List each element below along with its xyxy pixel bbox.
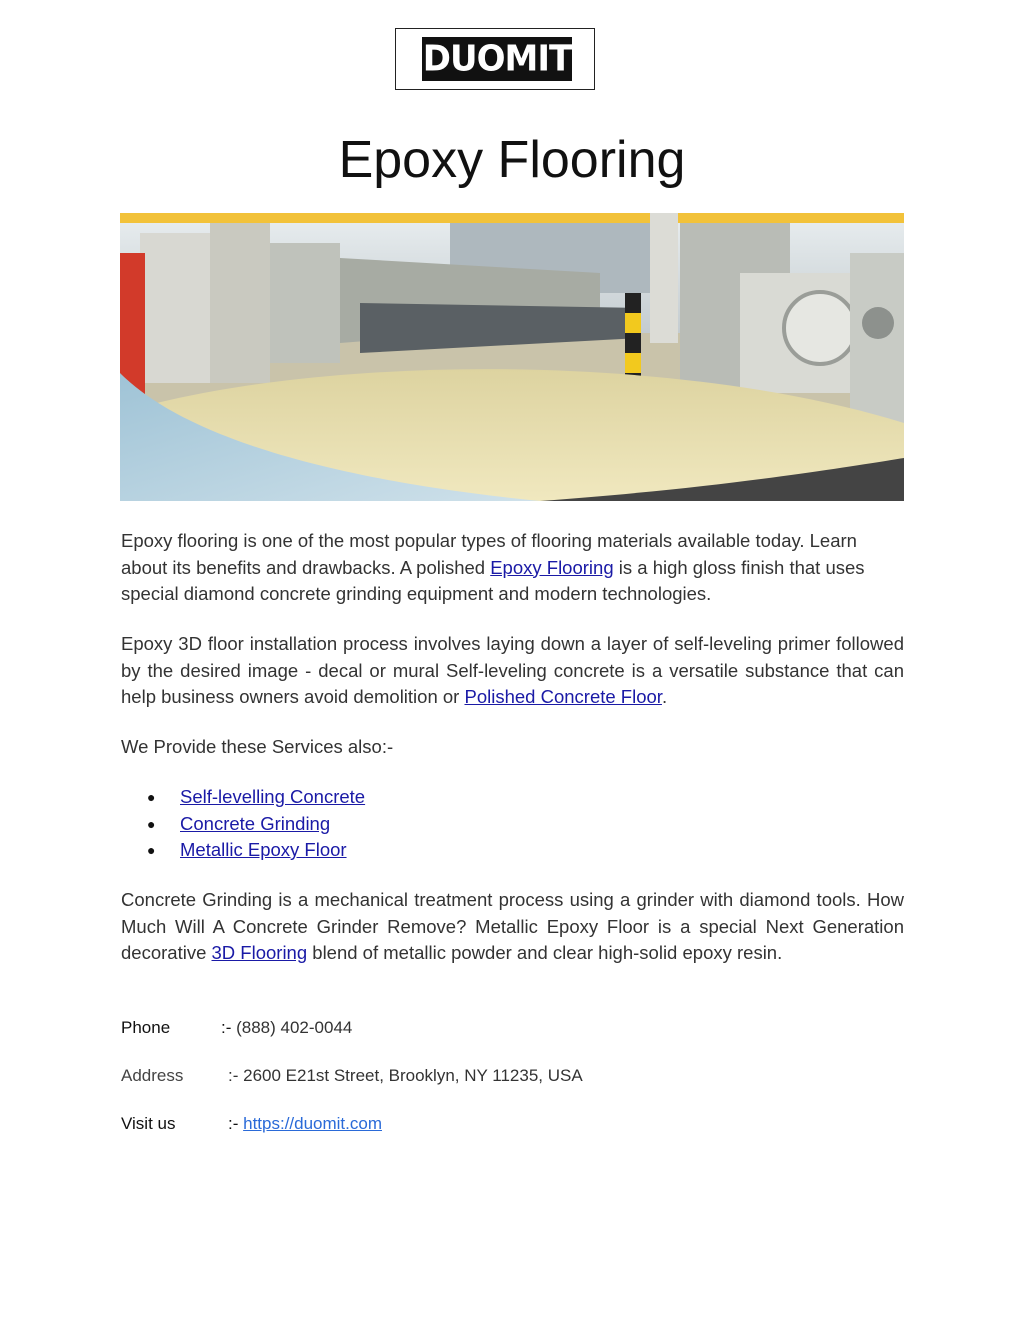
factory-floor-illustration [120,213,904,501]
list-item [121,811,365,838]
page-title: Epoxy Flooring [338,131,686,189]
concrete-grinding-link[interactable]: Concrete Grinding [180,812,331,834]
contact-phone [121,1016,352,1040]
self-levelling-concrete-link[interactable]: Self-levelling Concrete [180,786,366,807]
list-item [121,784,365,811]
polished-concrete-floor-link[interactable]: Polished Concrete Floor [464,686,662,707]
phone-separator: :- [221,1018,237,1037]
grinding-paragraph [121,887,904,967]
installation-text-before: Epoxy 3D floor installation process involves laying down a layer of self-leveling primer followed by the desired image - decal or mural Self-leveling concrete is a versatile substance that can help business owners avoid demolition or [121,633,904,707]
grinding-text-after: blend of metallic powder and clear high-solid epoxy resin. [307,942,783,963]
contact-address [121,1064,583,1088]
list-item [121,837,365,864]
epoxy-floor-photo [120,213,904,501]
contact-website [121,1112,382,1136]
grinding-text-before: Concrete Grinding is a mechanical treatment process using a grinder with diamond tools. How Much Will A Concrete Grinder Remove? Metallic Epoxy Floor is a special Next Generation decorative [121,889,904,963]
phone-value: (888) 402-0044 [236,1018,353,1037]
logo-text: DUOMIT [422,38,572,80]
intro-text-before: Epoxy flooring is one of the most popular types of flooring materials available today. Learn about its benefits and drawbacks. A polished [121,530,857,578]
3d-flooring-link[interactable]: 3D Flooring [211,942,308,963]
services-list [121,784,365,864]
phone-label: Phone [121,1018,171,1037]
duomit-logo[interactable] [395,28,595,90]
bullet-icon: ● [147,842,156,858]
installation-text-after: . [661,686,668,707]
address-separator: :- [228,1066,244,1085]
visit-separator: :- [228,1114,244,1133]
address-value: 2600 E21st Street, Brooklyn, NY 11235, USA [243,1066,583,1085]
epoxy-flooring-link[interactable]: Epoxy Flooring [490,556,614,578]
address-label: Address [121,1066,184,1085]
intro-text-after: is a high gloss finish that uses special diamond concrete grinding equipment and modern technologies. [121,556,865,604]
services-intro: We Provide these Services also:- [121,736,394,757]
intro-paragraph [121,528,904,608]
metallic-epoxy-floor-link[interactable]: Metallic Epoxy Floor [180,839,347,860]
bullet-icon: ● [147,789,156,805]
visit-label: Visit us [121,1114,176,1133]
bullet-icon: ● [147,815,156,832]
website-link[interactable]: https://duomit.com [243,1114,382,1133]
installation-paragraph [121,631,904,711]
logo-plate [422,37,572,81]
